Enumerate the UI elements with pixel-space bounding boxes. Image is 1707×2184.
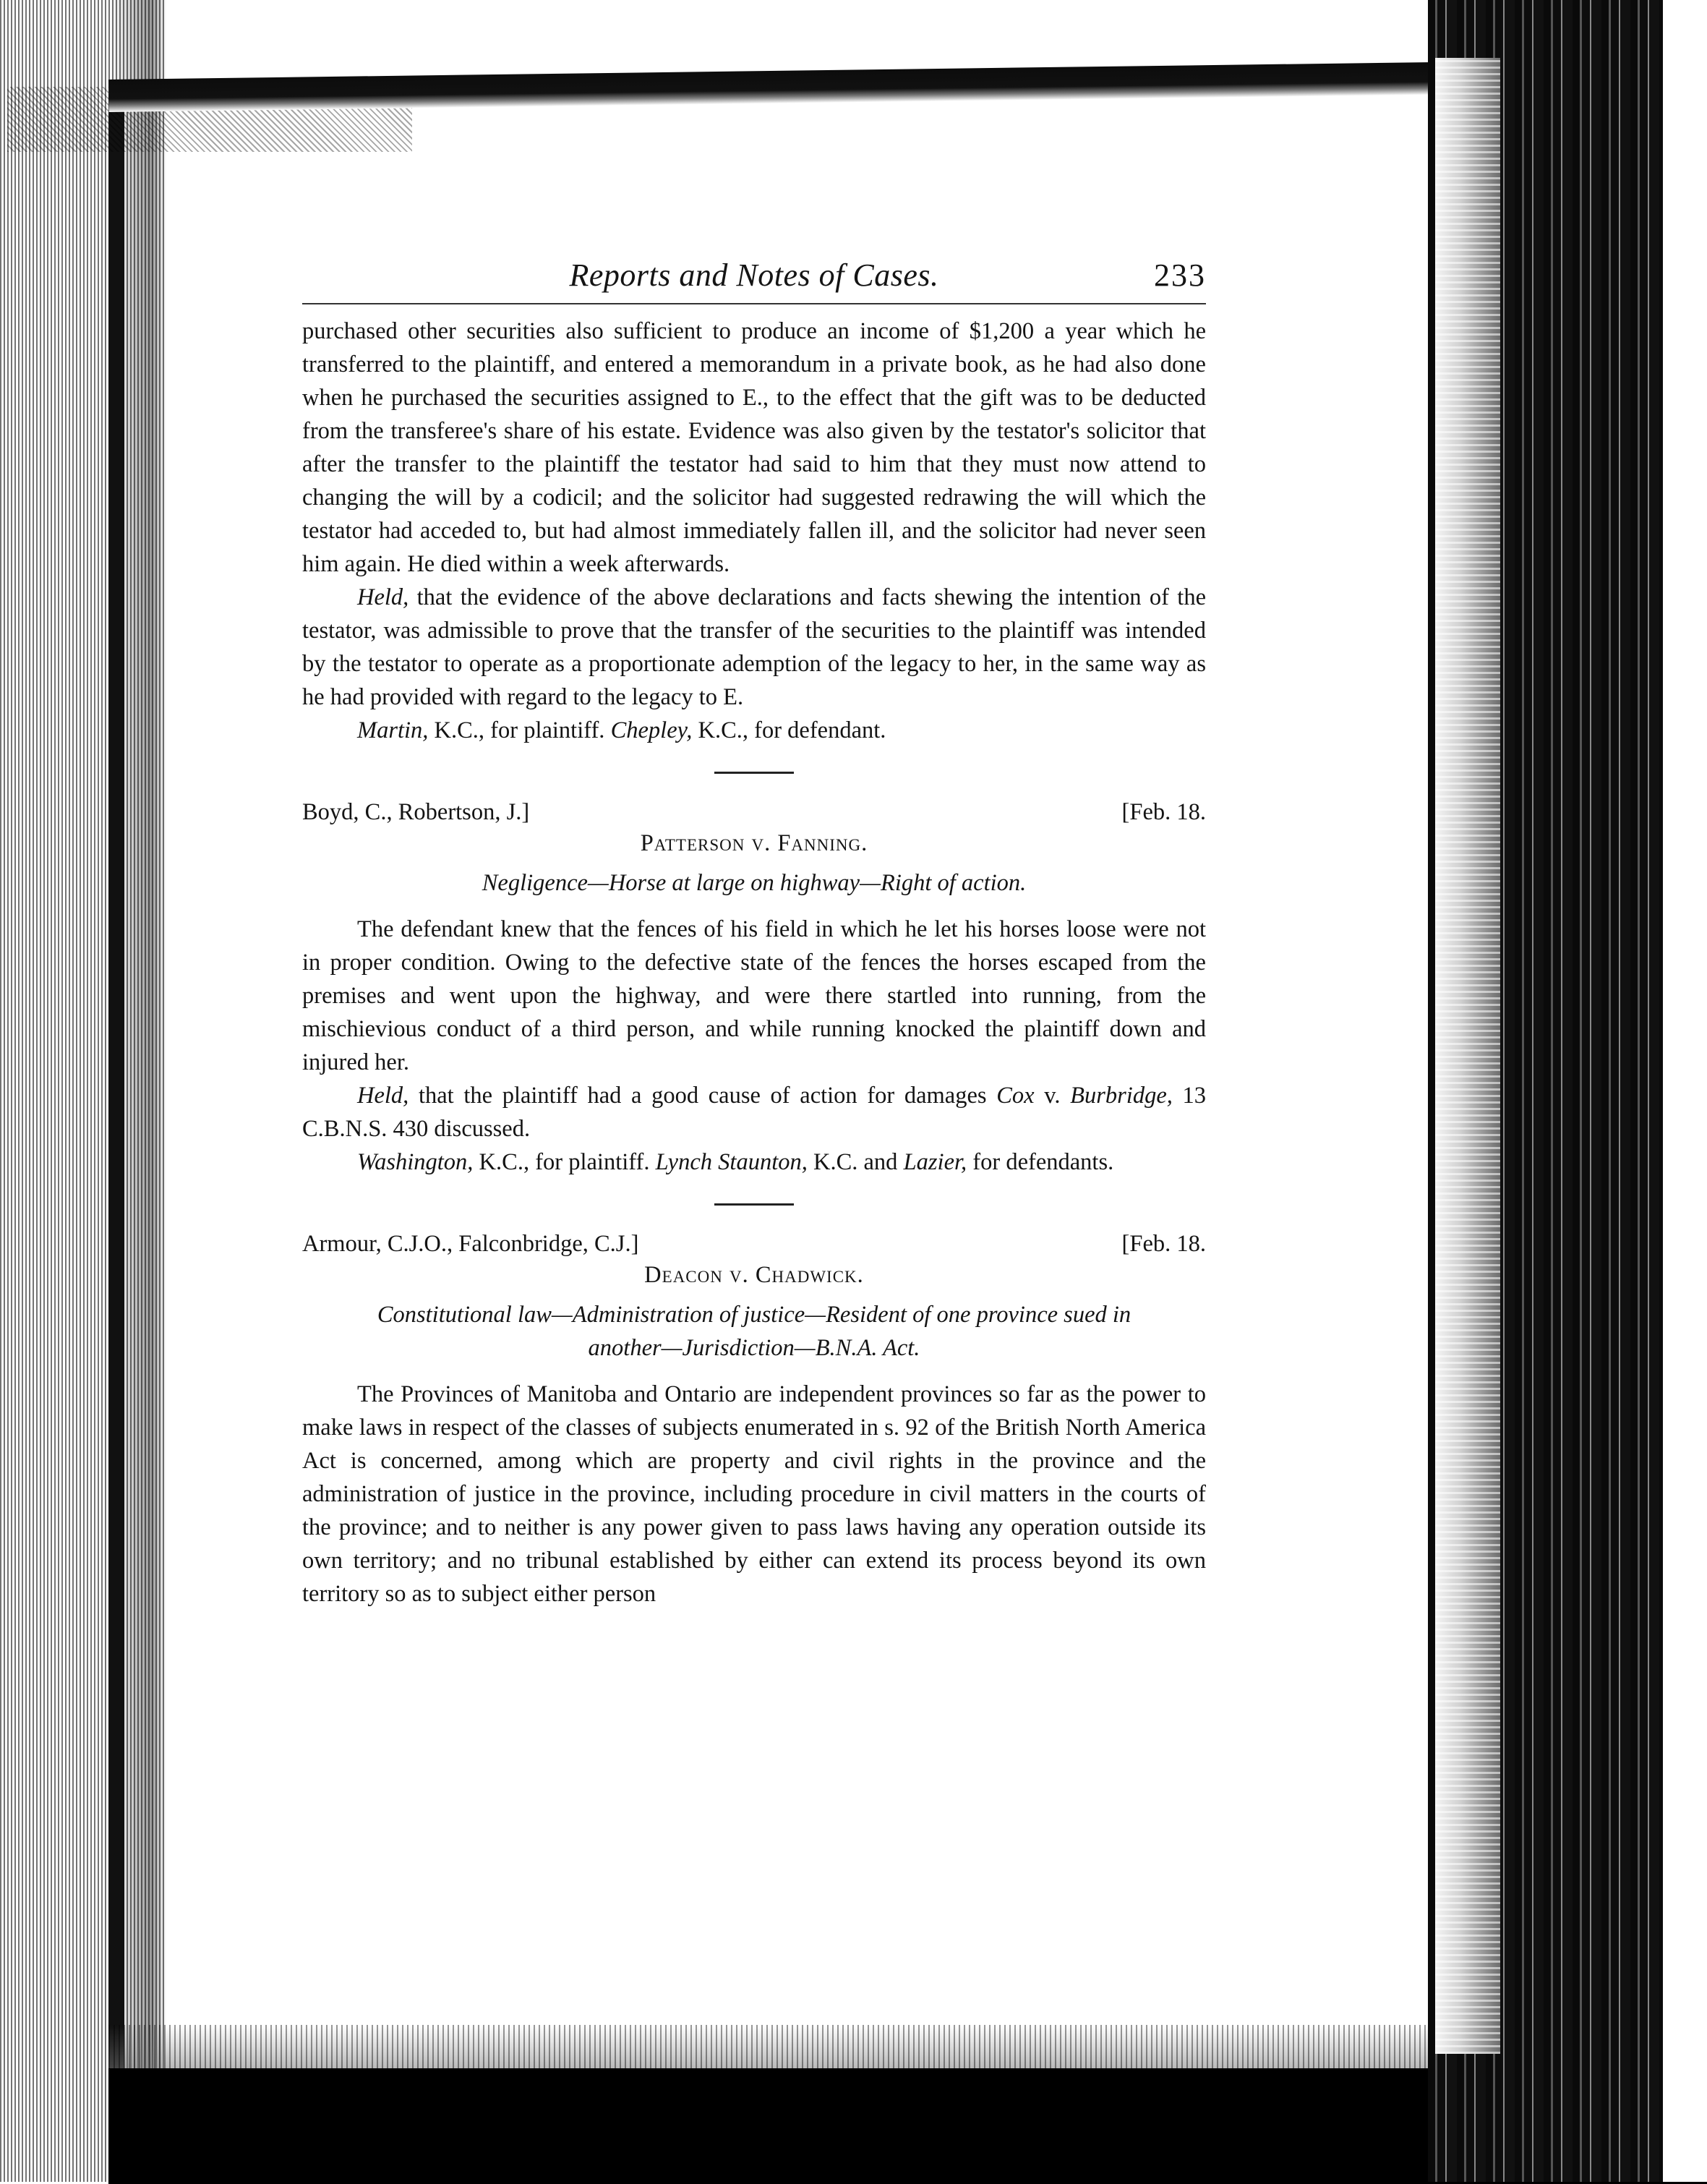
case2-counsel-3-name: Lazier,: [903, 1149, 967, 1175]
running-head: [302, 257, 1206, 303]
section-divider: [714, 772, 794, 774]
case2-court: Boyd, C., Robertson, J.]: [302, 799, 530, 825]
case2-counsel-1-name: Washington,: [357, 1149, 474, 1175]
header-rule: [302, 303, 1206, 304]
case2-cite-4: 13 C.B.N.S. 430 discussed.: [302, 1083, 1207, 1142]
case1-counsel-1-name: Martin,: [357, 717, 429, 743]
case2-held-label: Held,: [357, 1083, 409, 1109]
case2-title: Patterson v. Fanning.: [640, 830, 868, 856]
scan-top-border: [108, 61, 1482, 112]
case1-held-label: Held,: [357, 584, 409, 610]
scan-right-margin: [1663, 0, 1707, 2182]
case3-catchwords: Constitutional law—Administration of justice—Resident of one province sued in another—Jurisdiction—B.N.A. Act.: [377, 1302, 1131, 1361]
page-number: 233: [1154, 257, 1206, 293]
case1-held: [302, 581, 1206, 714]
case3-court: Armour, C.J.O., Falconbridge, C.J.]: [302, 1231, 639, 1257]
scan-left-shadow: [108, 94, 124, 2155]
case1-counsel: [302, 714, 1206, 747]
case1-held-text: that the evidence of the above declarations and facts shewing the intention of the testator, was admissible to prove that the transfer of the securities to the plaintiff was intended by the testator to operate as a proportionate ademption of the legacy to her, in the same way as he had provided with regard to the legacy to E.: [302, 584, 1206, 710]
case3-title: Deacon v. Chadwick.: [644, 1262, 864, 1288]
case2-held-text: that the plaintiff had a good cause of action for damages: [418, 1083, 987, 1109]
case2-counsel-2-name: Lynch Staunton,: [655, 1149, 808, 1175]
case2-cite-1: Cox: [996, 1083, 1035, 1109]
case2-body: The defendant knew that the fences of his field in which he let his horses loose were not in proper condition. Owing to the defective state of the fences the horses escaped from the premises and went upon the highway, and were there startled into running, from the mischievious conduct of a third person, and while running knocked the plaintiff down and injured her.: [302, 916, 1206, 1075]
case1-counsel-2-role: K.C., for defendant.: [698, 717, 886, 743]
case2-cite-2: v.: [1044, 1083, 1061, 1109]
case2-counsel: [302, 1146, 1206, 1179]
scan-left-border: [0, 0, 166, 2182]
case2-catchwords: Negligence—Horse at large on highway—Right of action.: [482, 870, 1027, 896]
section-divider: [714, 1203, 794, 1206]
case2-counsel-1-role: K.C., for plaintiff.: [479, 1149, 650, 1175]
case2-date: [Feb. 18.: [1121, 799, 1206, 825]
case2-counsel-3-role: for defendants.: [972, 1149, 1114, 1175]
case2-held: [302, 1079, 1206, 1146]
case1-counsel-1-role: K.C., for plaintiff.: [434, 717, 605, 743]
case2-counsel-2-mid: K.C. and: [813, 1149, 898, 1175]
book-edge-highlight: [1435, 58, 1500, 2054]
document-page: [302, 257, 1206, 1611]
case2-cite-3: Burbridge,: [1070, 1083, 1173, 1109]
case3-date: [Feb. 18.: [1121, 1231, 1206, 1257]
case3-body: The Provinces of Manitoba and Ontario are independent provinces so far as the power to make laws in respect of the classes of subjects enumerated in s. 92 of the British North America Act is concerned, among which are property and civil rights in the province and the administration of justice in the province, including procedure in civil matters in the courts of the province; and to neither is any power given to pass laws having any operation outside its own territory; and no tribunal established by either can extend its process beyond its own territory so as to subject either person: [302, 1381, 1206, 1607]
case1-body: purchased other securities also sufficient to produce an income of $1,200 a year which he transferred to the plaintiff, and entered a memorandum in a private book, as he had also done when he purchased the securities assigned to E., to the effect that the gift was to be deducted from the transferee's share of his estate. Evidence was also given by the testator's solicitor that after the transfer to the plaintiff the testator had said to him that they must now attend to changing the will by a codicil; and the solicitor had suggested redrawing the will which the testator had acceded to, but had almost immediately fallen ill, and the solicitor had never seen him again. He died within a week afterwards.: [302, 318, 1206, 577]
running-title: Reports and Notes of Cases.: [569, 257, 939, 293]
case1-counsel-2-name: Chepley,: [610, 717, 693, 743]
case3-court-line: [302, 1227, 1206, 1261]
case2-court-line: [302, 795, 1206, 829]
